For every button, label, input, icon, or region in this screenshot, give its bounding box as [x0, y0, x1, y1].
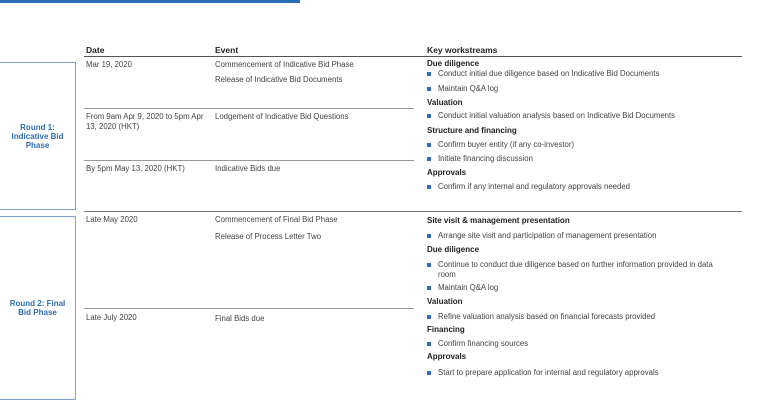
- bullet-icon: [427, 371, 431, 375]
- round2-label: Round 2: Final Bid Phase: [9, 299, 66, 317]
- list-item: Maintain Q&A log: [427, 283, 727, 293]
- k2-section-financing: Financing: [427, 325, 465, 334]
- r2-divider-1: [84, 308, 414, 309]
- r2-date-2: Late July 2020: [86, 313, 137, 322]
- list-item: Conduct initial valuation analysis based on Indicative Bid Documents: [427, 111, 727, 121]
- header-date: Date: [86, 45, 105, 55]
- list-item: Confirm financing sources: [427, 339, 727, 349]
- r1-event-4: Indicative Bids due: [215, 164, 281, 173]
- list-item: Maintain Q&A log: [427, 84, 727, 94]
- list-item: Conduct initial due diligence based on Indicative Bid Documents: [427, 69, 727, 79]
- r1-divider-2: [84, 160, 414, 161]
- k1-section-valuation: Valuation: [427, 98, 463, 107]
- r2-date-1: Late May 2020: [86, 215, 138, 224]
- k2-section-valuation: Valuation: [427, 297, 463, 306]
- bullet-icon: [427, 263, 431, 267]
- k1-section-approvals: Approvals: [427, 168, 467, 177]
- round1-label-box: [0, 62, 76, 210]
- bullet-icon: [427, 114, 431, 118]
- list-item: Arrange site visit and participation of management presentation: [427, 231, 727, 241]
- list-item: Confirm buyer entity (if any co-investor): [427, 140, 727, 150]
- bullet-icon: [427, 87, 431, 91]
- bullet-icon: [427, 234, 431, 238]
- k2-section-due-diligence: Due diligence: [427, 245, 480, 254]
- bullet-icon: [427, 286, 431, 290]
- list-item: Continue to conduct due diligence based on further information provided in data room: [427, 260, 717, 280]
- r1-event-2: Release of Indicative Bid Documents: [215, 75, 343, 84]
- top-accent-bar: [0, 0, 300, 3]
- list-item: Start to prepare application for internal and regulatory approvals: [427, 368, 727, 378]
- r1-date-2: From 9am Apr 9, 2020 to 5pm Apr 13, 2020 (HKT): [86, 112, 204, 131]
- bullet-icon: [427, 185, 431, 189]
- bullet-icon: [427, 342, 431, 346]
- r2-event-1: Commencement of Final Bid Phase: [215, 215, 338, 224]
- bullet-icon: [427, 315, 431, 319]
- k1-section-due-diligence: Due diligence: [427, 59, 480, 68]
- header-key-workstreams: Key workstreams: [427, 45, 498, 55]
- r1-date-3: By 5pm May 13, 2020 (HKT): [86, 164, 185, 173]
- list-item: Initiate financing discussion: [427, 154, 727, 164]
- round1-label: Round 1: Indicative Bid Phase: [11, 122, 64, 150]
- round-divider: [84, 211, 742, 212]
- r2-event-3: Final Bids due: [215, 314, 265, 323]
- r1-divider-1: [84, 108, 414, 109]
- r1-date-1: Mar 19, 2020: [86, 60, 132, 69]
- r1-event-1: Commencement of Indicative Bid Phase: [215, 60, 354, 69]
- r1-event-3: Lodgement of Indicative Bid Questions: [215, 112, 349, 121]
- list-item: Confirm if any internal and regulatory approvals needed: [427, 182, 727, 192]
- k1-section-structure-financing: Structure and financing: [427, 126, 517, 135]
- bullet-icon: [427, 157, 431, 161]
- header-event: Event: [215, 45, 239, 55]
- k2-section-site-visit: Site visit & management presentation: [427, 216, 570, 225]
- bullet-icon: [427, 72, 431, 76]
- r2-event-2: Release of Process Letter Two: [215, 232, 322, 241]
- k2-section-approvals: Approvals: [427, 352, 467, 361]
- bullet-icon: [427, 143, 431, 147]
- list-item: Refine valuation analysis based on financial forecasts provided: [427, 312, 727, 322]
- round2-label-box: [0, 216, 76, 400]
- header-underline: [84, 56, 742, 57]
